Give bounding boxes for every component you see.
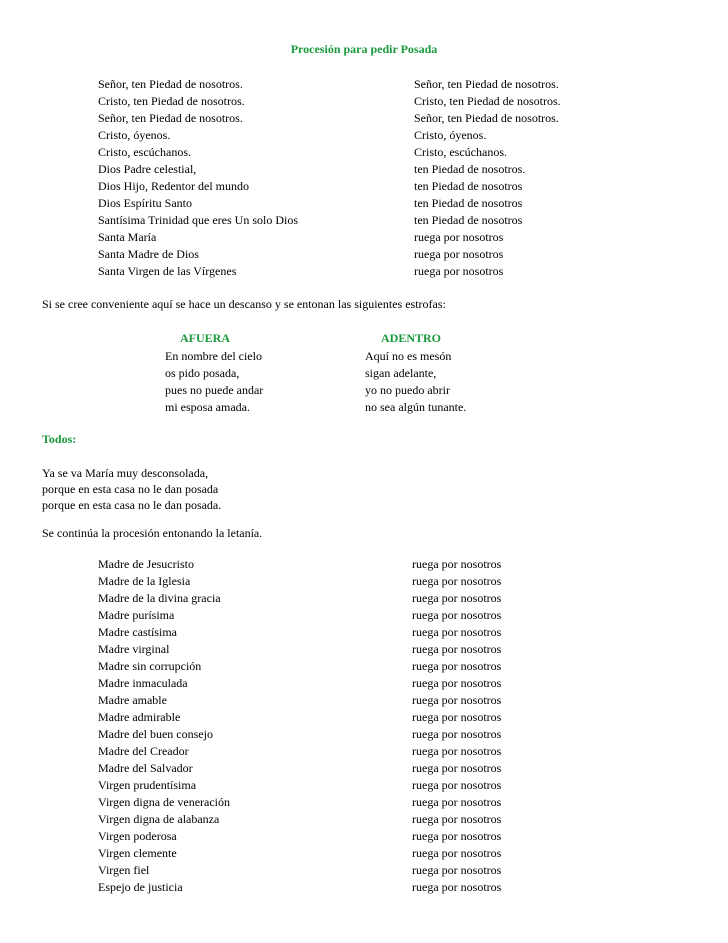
litany-invocation: Espejo de justicia [98, 880, 183, 894]
todos-line: Ya se va María muy desconsolada, [42, 466, 209, 480]
litany-response: ruega por nosotros [414, 264, 504, 278]
adentro-line: yo no puedo abrir [365, 383, 450, 397]
litany-response: ruega por nosotros [412, 642, 502, 656]
litany-response: Señor, ten Piedad de nosotros. [414, 111, 559, 125]
litany-response: ten Piedad de nosotros [414, 179, 523, 193]
litany-invocation: Madre de la divina gracia [98, 591, 221, 605]
litany-response: ruega por nosotros [412, 812, 502, 826]
litany-invocation: Virgen prudentísima [98, 778, 197, 792]
litany-invocation: Cristo, óyenos. [98, 128, 171, 142]
litany-invocation: Cristo, ten Piedad de nosotros. [98, 94, 245, 108]
adentro-line: sigan adelante, [365, 366, 437, 380]
litany-response: ruega por nosotros [412, 659, 502, 673]
litany-response: ruega por nosotros [414, 230, 504, 244]
litany-invocation: Madre del buen consejo [98, 727, 213, 741]
litany-invocation: Virgen digna de alabanza [98, 812, 220, 826]
litany-response: Cristo, escúchanos. [414, 145, 507, 159]
litany-invocation: Dios Espíritu Santo [98, 196, 193, 210]
litany-invocation: Madre del Salvador [98, 761, 193, 775]
litany-response: ruega por nosotros [412, 608, 502, 622]
litany-response: ruega por nosotros [412, 727, 502, 741]
page-title: Procesión para pedir Posada [290, 42, 438, 56]
litany-invocation: Madre virginal [98, 642, 170, 656]
litany-invocation: Santa Madre de Dios [98, 247, 199, 261]
litany-response: ruega por nosotros [412, 625, 502, 639]
litany-response: ruega por nosotros [412, 744, 502, 758]
litany-invocation: Madre de Jesucristo [98, 557, 194, 571]
adentro-line: no sea algún tunante. [365, 400, 467, 414]
afuera-line: En nombre del cielo [165, 349, 262, 363]
litany-invocation: Madre sin corrupción [98, 659, 202, 673]
stanza-intro-text: Si se cree conveniente aquí se hace un descanso y se entonan las siguientes estrofas: [42, 297, 446, 311]
litany-invocation: Virgen fiel [98, 863, 150, 877]
litany-invocation: Señor, ten Piedad de nosotros. [98, 77, 243, 91]
todos-line: porque en esta casa no le dan posada [42, 482, 219, 496]
afuera-line: pues no puede andar [165, 383, 264, 397]
litany-response: ruega por nosotros [412, 693, 502, 707]
litany-response: ruega por nosotros [412, 557, 502, 571]
litany-invocation: Santa María [98, 230, 157, 244]
litany-response: ruega por nosotros [412, 795, 502, 809]
litany-response: ruega por nosotros [412, 863, 502, 877]
afuera-line: os pido posada, [165, 366, 240, 380]
litany-invocation: Dios Hijo, Redentor del mundo [98, 179, 249, 193]
litany-response: ruega por nosotros [412, 574, 502, 588]
litany-invocation: Madre purísima [98, 608, 175, 622]
continue-text: Se continúa la procesión entonando la letanía. [42, 526, 263, 540]
litany-response: ruega por nosotros [412, 778, 502, 792]
litany-response: ruega por nosotros [412, 761, 502, 775]
litany-response: ruega por nosotros [414, 247, 504, 261]
litany-invocation: Cristo, escúchanos. [98, 145, 191, 159]
litany-response: ruega por nosotros [412, 676, 502, 690]
litany-invocation: Madre castísima [98, 625, 177, 639]
litany-invocation: Virgen poderosa [98, 829, 177, 843]
todos-line: porque en esta casa no le dan posada. [42, 498, 222, 512]
afuera-heading: AFUERA [180, 331, 230, 345]
litany-invocation: Madre amable [98, 693, 167, 707]
litany-invocation: Dios Padre celestial, [98, 162, 197, 176]
litany-invocation: Santísima Trinidad que eres Un solo Dios [98, 213, 298, 227]
afuera-line: mi esposa amada. [165, 400, 250, 414]
litany-response: ruega por nosotros [412, 710, 502, 724]
litany-invocation: Señor, ten Piedad de nosotros. [98, 111, 243, 125]
litany-response: ten Piedad de nosotros [414, 196, 523, 210]
adentro-heading: ADENTRO [381, 331, 442, 345]
litany-response: Cristo, óyenos. [414, 128, 487, 142]
litany-response: ruega por nosotros [412, 880, 502, 894]
litany-response: ruega por nosotros [412, 829, 502, 843]
litany-response: ten Piedad de nosotros [414, 213, 523, 227]
litany-invocation: Madre admirable [98, 710, 181, 724]
litany-invocation: Madre inmaculada [98, 676, 188, 690]
litany-invocation: Virgen clemente [98, 846, 177, 860]
litany-response: ruega por nosotros [412, 846, 502, 860]
litany-response: ten Piedad de nosotros. [414, 162, 526, 176]
litany-invocation: Santa Virgen de las Vírgenes [98, 264, 237, 278]
litany-invocation: Madre de la Iglesia [98, 574, 191, 588]
litany-response: ruega por nosotros [412, 591, 502, 605]
litany-invocation: Madre del Creador [98, 744, 189, 758]
todos-label: Todos: [42, 432, 77, 446]
litany-invocation: Virgen digna de veneración [98, 795, 231, 809]
litany-response: Cristo, ten Piedad de nosotros. [414, 94, 561, 108]
adentro-line: Aquí no es mesón [365, 349, 452, 363]
litany-response: Señor, ten Piedad de nosotros. [414, 77, 559, 91]
